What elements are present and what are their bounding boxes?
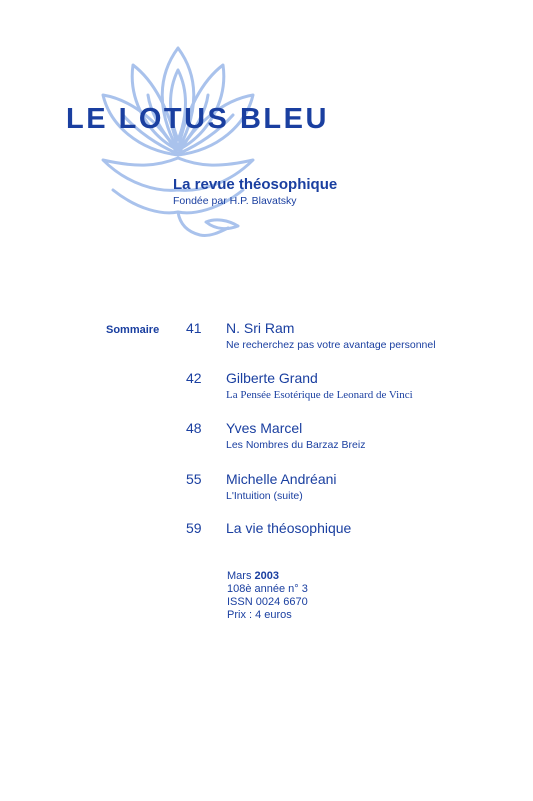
issue-month: Mars (227, 570, 252, 582)
toc-author: Yves Marcel (226, 420, 303, 436)
toc-author: La vie théosophique (226, 520, 352, 536)
toc-page-number: 55 (186, 471, 202, 487)
toc-article-title: La Pensée Esotérique de Leonard de Vinci (226, 389, 413, 401)
toc-author: N. Sri Ram (226, 320, 295, 336)
toc-article-title: Ne recherchez pas votre avantage personnel (226, 339, 436, 351)
toc-author: Gilberte Grand (226, 370, 318, 386)
issue-issn: ISSN 0024 6670 (227, 596, 308, 608)
magazine-title: LE LOTUS BLEU (66, 103, 329, 135)
issue-info (227, 570, 308, 622)
toc-page-number: 59 (186, 520, 202, 536)
toc-article-title: L'Intuition (suite) (226, 490, 303, 502)
lotus-flower-icon (88, 40, 268, 240)
magazine-subtitle: La revue théosophique (173, 176, 338, 193)
issue-volume: 108è année n° 3 (227, 583, 308, 595)
issue-year: 2003 (254, 570, 279, 582)
founder-line: Fondée par H.P. Blavatsky (173, 195, 297, 207)
issue-date (227, 570, 308, 583)
toc-page-number: 48 (186, 420, 202, 436)
toc-article-title: Les Nombres du Barzaz Breiz (226, 439, 366, 451)
toc-heading: Sommaire (106, 324, 160, 336)
toc-author: Michelle Andréani (226, 471, 337, 487)
toc-page-number: 41 (186, 320, 202, 336)
toc-page-number: 42 (186, 370, 202, 386)
issue-price: Prix : 4 euros (227, 609, 292, 621)
